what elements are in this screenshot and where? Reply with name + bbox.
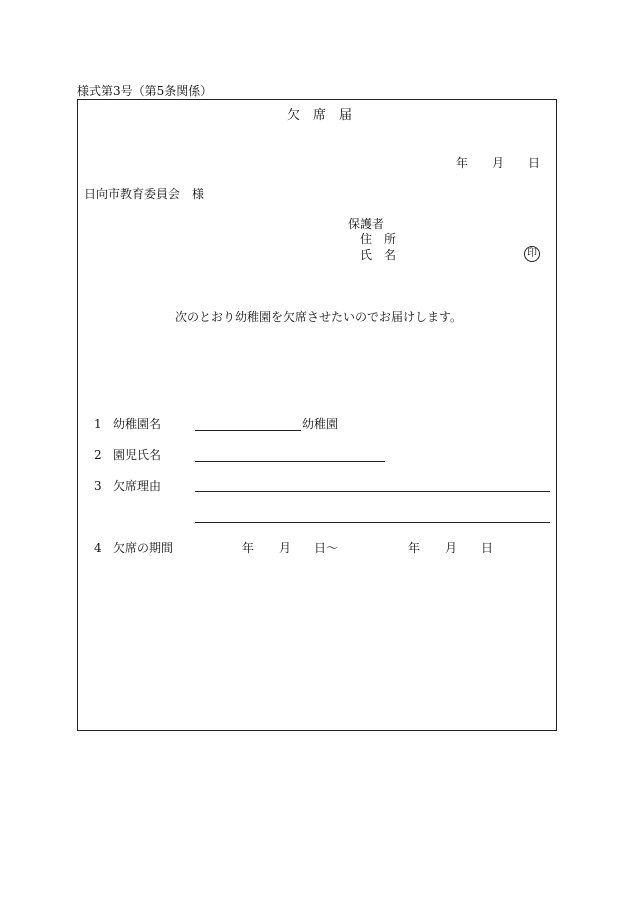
period-to-month: 月: [445, 541, 458, 555]
guardian-heading: 保護者: [348, 217, 385, 231]
date-year: 年: [456, 156, 469, 170]
field-1-suffix: 幼稚園: [302, 417, 339, 431]
seal-mark: 印: [524, 246, 540, 262]
guardian-name-label: 氏 名: [360, 248, 397, 262]
statement: 次のとおり幼稚園を欠席させたいのでお届けします。: [175, 310, 463, 324]
field-3-label: 欠席理由: [113, 479, 162, 493]
period-to-day: 日: [481, 541, 494, 555]
field-1-number: 1: [94, 417, 102, 431]
field-2-number: 2: [94, 448, 102, 462]
child-name-line[interactable]: [195, 461, 385, 462]
date-day: 日: [528, 156, 541, 170]
period-to-year: 年: [408, 541, 421, 555]
reason-line-2[interactable]: [195, 522, 550, 523]
guardian-address-label: 住 所: [360, 232, 397, 246]
field-3-number: 3: [94, 479, 102, 493]
field-4-label: 欠席の期間: [113, 541, 174, 555]
form-title: 欠 席 届: [287, 108, 353, 123]
period-from-day: 日～: [314, 541, 339, 555]
period-from-year: 年: [242, 541, 255, 555]
reason-line-1[interactable]: [195, 491, 550, 492]
period-from-month: 月: [279, 541, 292, 555]
field-1-label: 幼稚園名: [113, 417, 162, 431]
kindergarten-name-line[interactable]: [195, 430, 301, 431]
addressee: 日向市教育委員会 様: [84, 187, 205, 201]
field-4-number: 4: [94, 541, 102, 555]
field-2-label: 園児氏名: [113, 448, 162, 462]
date-month: 月: [492, 156, 505, 170]
form-number: 様式第3号（第5条関係）: [77, 84, 213, 98]
